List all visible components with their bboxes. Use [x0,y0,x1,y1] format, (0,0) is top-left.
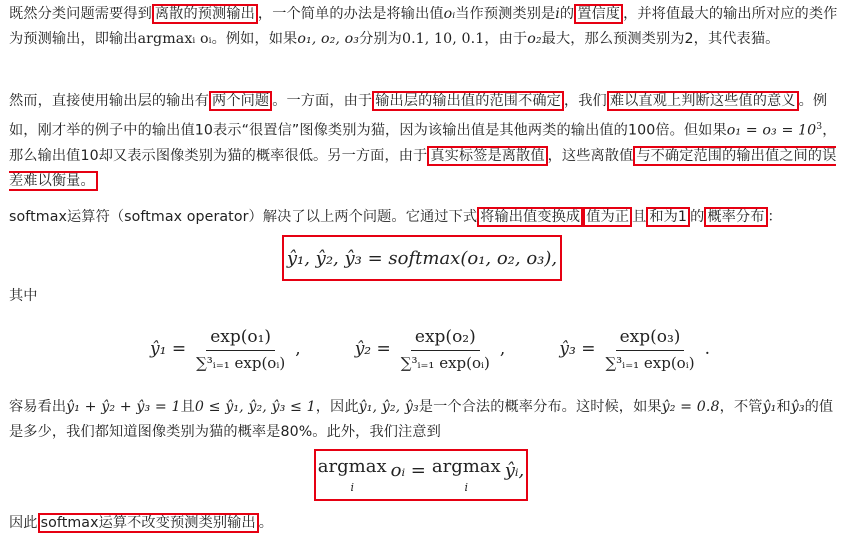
argmax-sub: i [350,480,354,494]
paragraph-4 [9,395,840,445]
comma: , [295,339,301,359]
text: ，不管 [719,399,763,415]
text: ，由于 [484,31,528,47]
math-argmax: argmaxᵢ oᵢ [137,31,212,47]
argmax-right [431,455,501,494]
text: 。一方面，由于 [272,93,373,109]
highlight-confidence: 置信度 [574,4,623,24]
text: ，因此 [315,399,359,415]
softmax-equation-box [282,235,562,281]
math-values: 0.1, 10, 0.1 [401,31,485,47]
math-range: 0 ≤ ŷ₁, ŷ₂, ŷ₃ ≤ 1 [194,399,316,415]
math-exponent: 3 [816,121,823,132]
fraction-y3 [559,327,710,372]
math-i: i [555,6,560,22]
denominator-y2: ∑³ᵢ₌₁ exp(oᵢ) [400,353,490,372]
text: 其中 [9,288,38,304]
text: 的值是多少，我们都知道图像类别为猫的概率是80%。此外，我们注意到 [9,399,834,440]
numerator-y1: exp(o₁) [206,327,275,351]
text: 的 [690,209,705,225]
highlight-transform: 将输出值变换成 [477,207,583,227]
highlight-hard-to-judge: 难以直观上判断这些值的意义 [607,91,799,111]
text: 且 [632,209,647,225]
text: ，这些离散值 [547,147,634,164]
text: 。例如，如果 [211,31,298,47]
qizhong-label [9,284,840,309]
math-o1-o3: o₁ = o₃ = 10 [726,122,817,139]
text: 。 [258,515,274,531]
frac-y2 [397,327,494,372]
text: ，我们 [563,93,607,109]
math-y2-value: ŷ₂ = 0.8 [661,399,720,415]
math-o2: o₂ [527,31,542,47]
argmax-arg-left: oᵢ = [390,459,426,481]
text: ： [767,209,782,225]
math-o123: o₁, o₂, o₃ [297,31,360,47]
text: ，一个简单的办法是将输出值 [257,6,444,22]
text: 和 [776,399,791,415]
argmax-op: argmax [431,455,501,477]
text: 当作预测类别是 [455,6,556,22]
math-sum: ŷ₁ + ŷ₂ + ŷ₃ = 1 [66,399,181,415]
highlight-discrete-output: 离散的预测输出 [152,4,258,24]
text: 然而，直接使用输出层的输出有 [9,93,210,109]
numerator-y2: exp(o₂) [411,327,480,351]
highlight-sum-one: 和为1 [646,207,690,227]
text: softmax运算符（softmax operator）解决了以上两个问题。它通过下式 [9,209,478,225]
highlight-two-problems: 两个问题 [209,91,272,111]
highlight-no-change: softmax运算不改变预测类别输出 [38,513,259,533]
highlight-discrete-labels: 真实标签是离散值 [427,146,547,166]
frac-y1 [192,327,289,372]
text: 。例如，刚才举的例子中的输出值10表示“很置信”图像类别为猫，因为该输出值是其他两类的输出值的100倍。但如果 [9,93,828,139]
argmax-op: argmax [317,455,387,477]
text: 因此 [9,515,38,531]
math-y1: ŷ₁ [762,399,777,415]
text: 的 [559,6,575,22]
argmax-arg-right: ŷᵢ, [504,459,525,481]
highlight-positive: 值为正 [583,207,632,227]
text: ，那么输出值10却又表示图像类别为猫的概率很低。另一方面，由于 [9,122,837,164]
denominator-y1: ∑³ᵢ₌₁ exp(oᵢ) [196,353,286,372]
fraction-y2 [355,327,506,372]
math-y3: ŷ₃ [790,399,805,415]
text: 容易看出 [9,399,67,415]
paragraph-5 [9,511,840,536]
softmax-fractions [150,316,710,382]
lhs-y2: ŷ₂ = [354,339,391,359]
math-oi: oᵢ [443,6,456,22]
argmax-sub: i [464,480,469,494]
lhs-y1: ŷ₁ = [150,339,187,359]
frac-y3 [601,327,698,372]
text: 分别为 [359,31,402,47]
numerator-y3: exp(o₃) [616,327,685,351]
highlight-error-hard: 与不确定范围的输出值之间的误差难以衡量。 [9,147,837,189]
text: 既然分类问题需要得到 [9,6,152,22]
argmax-equation-box [314,449,528,501]
comma: , [499,339,506,359]
paragraph-2 [9,89,840,194]
softmax-equation: ŷ₁, ŷ₂, ŷ₃ = softmax(o₁, o₂, o₃), [286,247,558,269]
text: 最大，那么预测类别为2，其代表猫。 [541,31,780,47]
lhs-y3: ŷ₃ = [559,339,596,359]
highlight-range-uncertain: 输出层的输出值的范围不确定 [372,91,564,111]
argmax-left [317,455,387,494]
highlight-probability: 概率分布 [704,207,767,227]
text: 是一个合法的概率分布。这时候，如果 [418,399,662,415]
fraction-y1 [150,327,301,372]
math-yhat: ŷ₁, ŷ₂, ŷ₃ [358,399,419,415]
paragraph-3 [9,205,840,230]
paragraph-1 [9,2,840,52]
period: . [704,339,710,359]
denominator-y3: ∑³ᵢ₌₁ exp(oᵢ) [605,353,695,372]
text: 且 [180,399,195,415]
text: ，并将值最大的输出所对应的类作为预测输出，即输出 [9,6,838,47]
